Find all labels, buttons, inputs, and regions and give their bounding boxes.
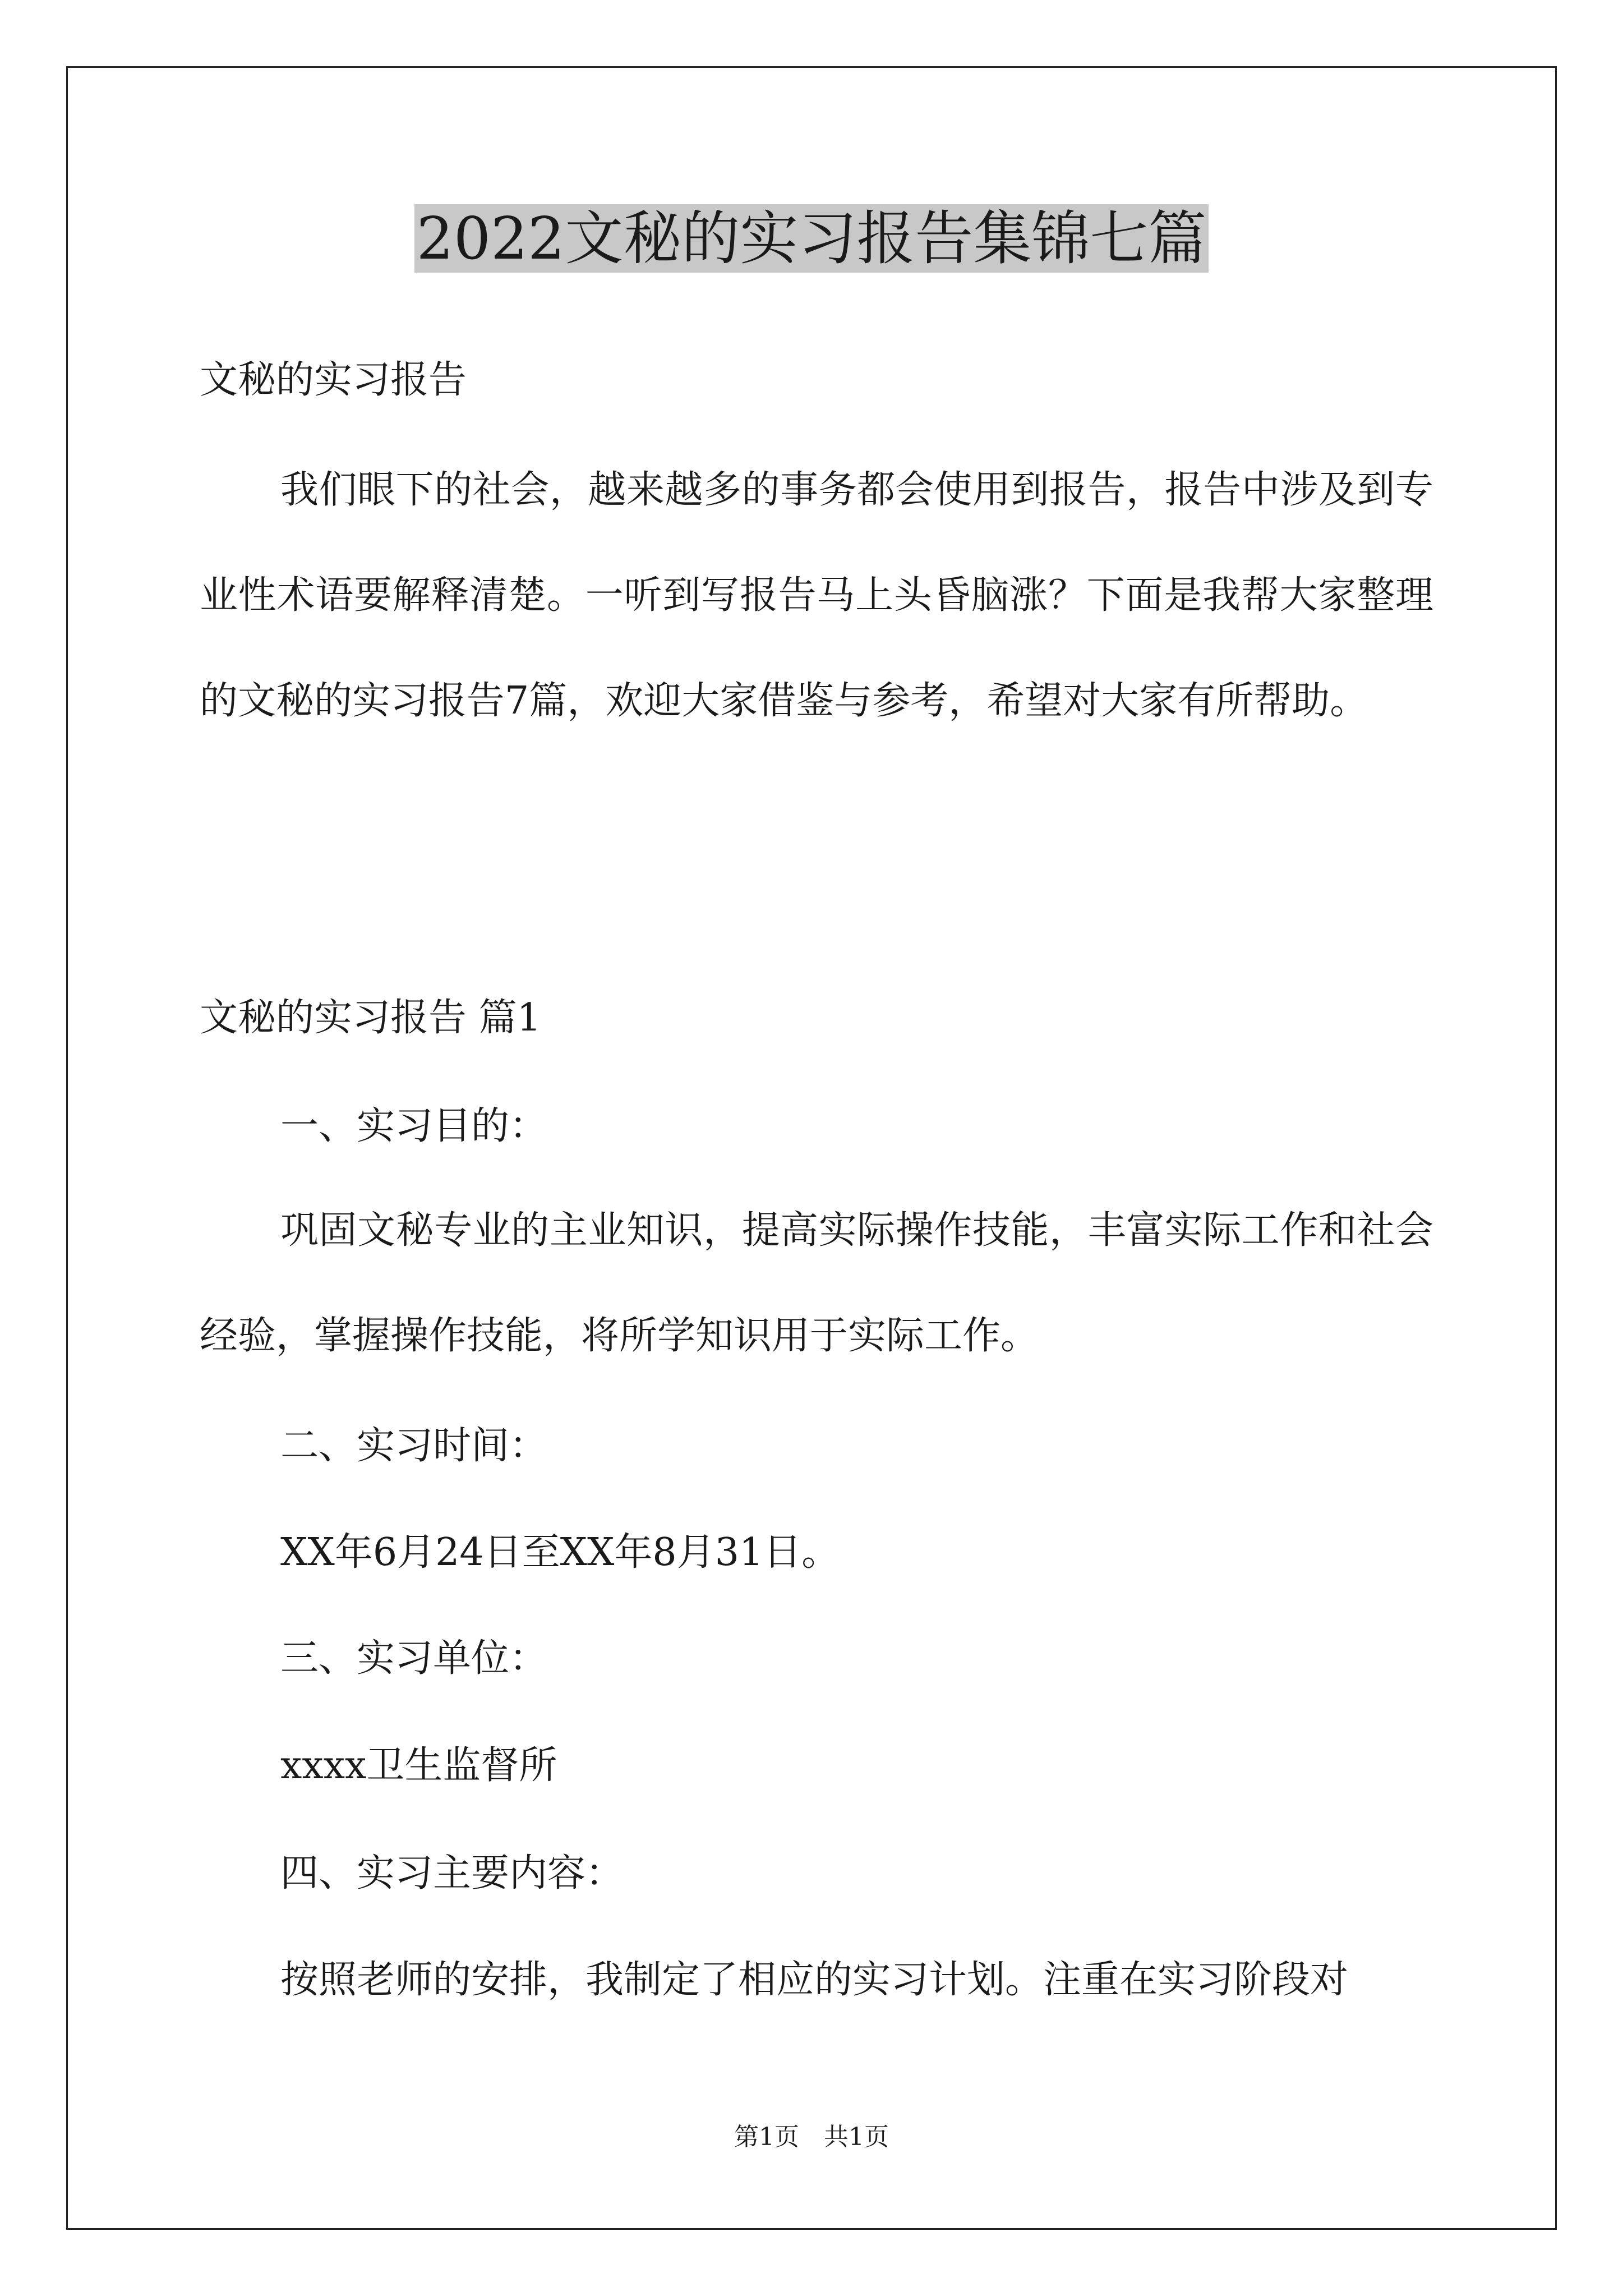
item3-body: xxxx卫生监督所 <box>280 1743 557 1788</box>
document-title <box>0 196 1623 280</box>
section-heading: 文秘的实习报告 篇1 <box>200 996 541 1040</box>
item2-body: XX年6月24日至XX年8月31日。 <box>280 1530 840 1575</box>
page-footer <box>0 2120 1623 2154</box>
page-number-label: 第1页 共1页 <box>734 2123 889 2151</box>
item3-heading: 三、实习单位： <box>280 1636 548 1681</box>
item1-body: 巩固文秘专业的主业知识，提高实际操作技能，丰富实际工作和社会经验，掌握操作技能，将所学知识用于实际工作。 <box>200 1208 1433 1358</box>
item1-heading: 一、实习目的： <box>280 1104 548 1148</box>
item4-heading: 四、实习主要内容： <box>280 1851 624 1895</box>
item2-heading: 二、实习时间： <box>280 1424 548 1468</box>
intro-paragraph: 我们眼下的社会，越来越多的事务都会使用到报告，报告中涉及到专业性术语要解释清楚。一听到写报告马上头昏脑涨？下面是我帮大家整理的文秘的实习报告7篇，欢迎大家借鉴与参考，希望对大家有所帮助。 <box>200 468 1433 723</box>
report-subtitle: 文秘的实习报告 <box>200 358 467 402</box>
item4-body: 按照老师的安排，我制定了相应的实习计划。注重在实习阶段对 <box>280 1958 1349 2002</box>
document-title-text: 2022文秘的实习报告集锦七篇 <box>414 204 1209 273</box>
